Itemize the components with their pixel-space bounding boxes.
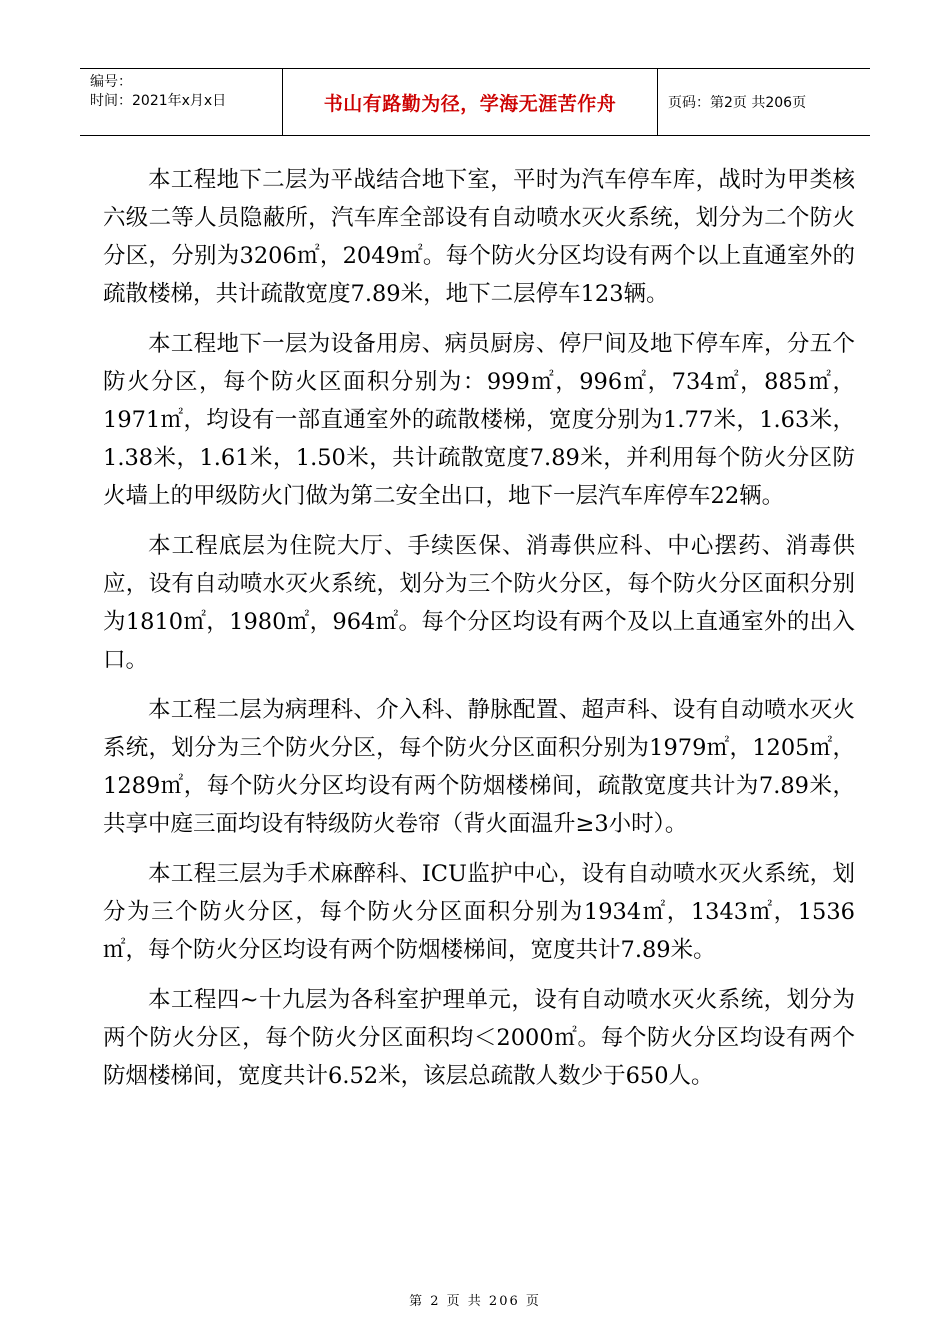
header-motto: 书山有路勤为径，学海无涯苦作舟 <box>283 69 658 135</box>
paragraph-ground-floor: 本工程底层为住院大厅、手续医保、消毒供应科、中心摆药、消毒供应，设有自动喷水灭火系统，划分为三个防火分区，每个防火分区面积分别为1810㎡，1980㎡，964㎡。每个分区均设有两个及以上直通室外的出入口。 <box>103 533 855 673</box>
paragraph-floor-2: 本工程二层为病理科、介入科、静脉配置、超声科、设有自动喷水灭火系统，划分为三个防火分区，每个防火分区面积分别为1979㎡，1205㎡，1289㎡，每个防火分区均设有两个防烟楼梯间，疏散宽度共计为7.89米，共享中庭三面均设有特级防火卷帘（背火面温升≥3小时）。 <box>103 697 855 837</box>
paragraph-floor-4-19: 本工程四~十九层为各科室护理单元，设有自动喷水灭火系统，划分为两个防火分区，每个防火分区面积均＜2000㎡。每个防火分区均设有两个防烟楼梯间，宽度共计6.52米，该层总疏散人数少于650人。 <box>103 987 855 1089</box>
code-label: 编号： <box>90 74 132 90</box>
page-footer: 第 2 页 共 206 页 <box>409 1294 541 1309</box>
header-meta <box>80 69 283 135</box>
page-header <box>80 68 870 136</box>
document-body <box>103 161 855 1107</box>
date-label: 时间：2021年x月x日 <box>90 93 227 109</box>
paragraph-b2: 本工程地下二层为平战结合地下室，平时为汽车停车库，战时为甲类核六级二等人员隐蔽所，汽车库全部设有自动喷水灭火系统，划分为二个防火分区，分别为3206㎡，2049㎡。每个防火分区均设有两个以上直通室外的疏散楼梯，共计疏散宽度7.89米，地下二层停车123辆。 <box>103 167 855 307</box>
paragraph-floor-3: 本工程三层为手术麻醉科、ICU监护中心，设有自动喷水灭火系统，划分为三个防火分区，每个防火分区面积分别为1934㎡，1343㎡，1536㎡，每个防火分区均设有两个防烟楼梯间，宽度共计7.89米。 <box>103 861 855 963</box>
paragraph-b1: 本工程地下一层为设备用房、病员厨房、停尸间及地下停车库，分五个防火分区，每个防火区面积分别为：999㎡，996㎡，734㎡，885㎡，1971㎡，均设有一部直通室外的疏散楼梯，宽度分别为1.77米，1.63米，1.38米，1.61米，1.50米，共计疏散宽度7.89米，并利用每个防火分区防火墙上的甲级防火门做为第二安全出口，地下一层汽车库停车22辆。 <box>103 331 855 509</box>
header-page-info: 页码：第2页 共206页 <box>668 95 807 111</box>
